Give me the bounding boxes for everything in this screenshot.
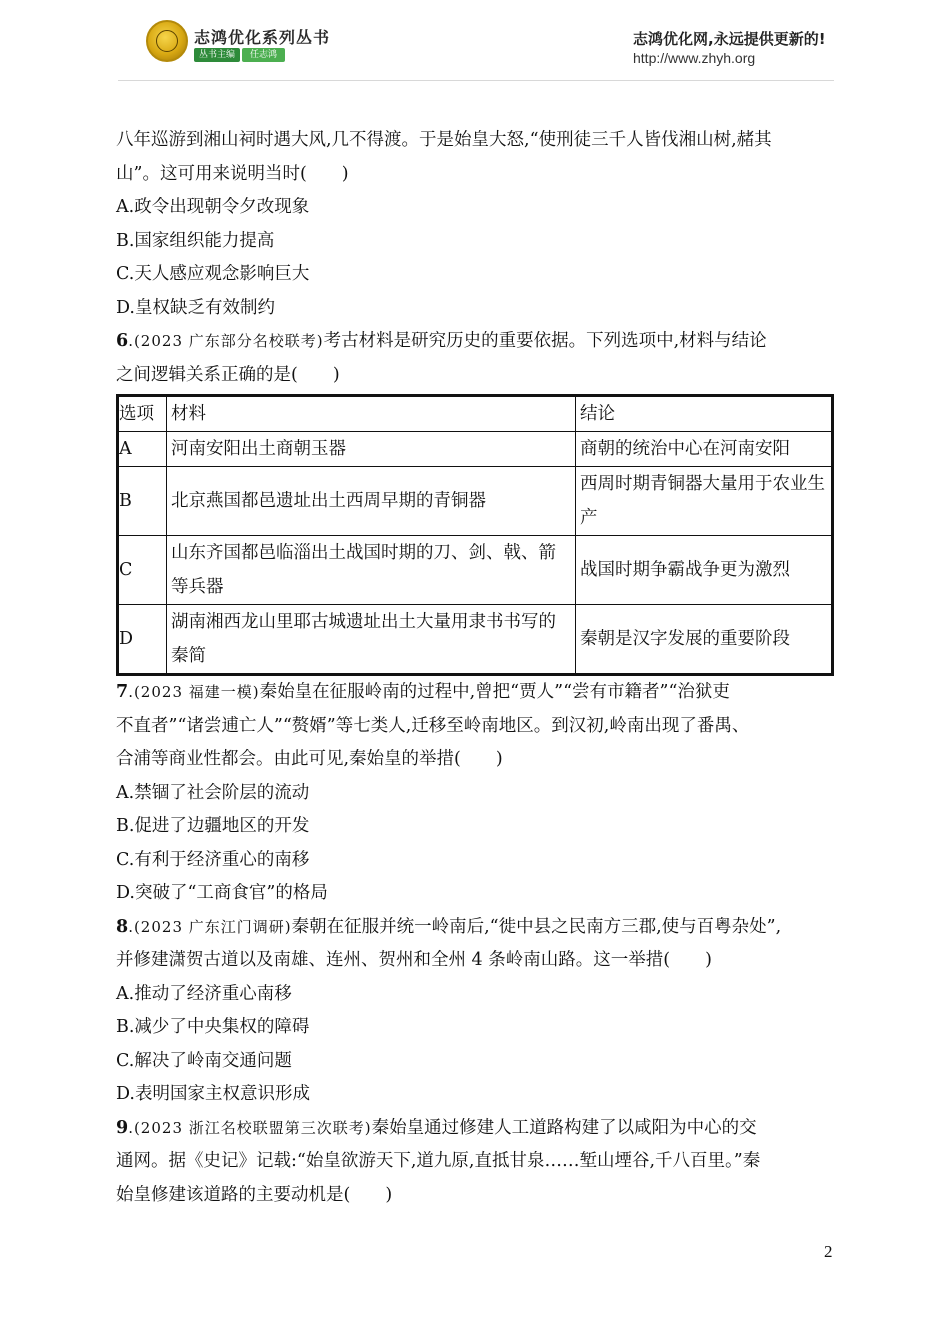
table-cell-option: D [118,605,167,675]
q9-stem-line: 始皇修建该道路的主要动机是( ) [116,1184,393,1205]
q7-number: 7 [116,682,129,702]
questions-content [116,124,838,1212]
q5-option-a: A.政令出现朝令夕改现象 [116,197,310,217]
q7-stem [116,676,838,710]
q9-source: .(2023 浙江名校联盟第三次联考) [128,1118,372,1137]
q7-option-c: C.有利于经济重心的南移 [116,849,310,870]
brand-subtitle [194,48,285,62]
table-cell-material: 山东齐国都邑临淄出土战国时期的刀、剑、戟、箭等兵器 [167,536,576,605]
q8-option-c: C.解决了岭南交通问题 [116,1050,292,1071]
table-cell-conclusion: 战国时期争霸战争更为激烈 [576,536,833,605]
q6-stem [116,325,838,359]
q9-stem-text: 秦始皇通过修建人工道路构建了以咸阳为中心的交 [371,1117,757,1138]
publisher-seal-logo [146,20,188,62]
table-cell-conclusion: 西周时期青铜器大量用于农业生产 [576,467,833,536]
q8-stem-text: 秦朝在征服并统一岭南后,“徙中县之民南方三郡,使与百粤杂处”, [291,916,782,937]
table-row [118,467,833,536]
table-cell-option: B [118,467,167,536]
q5-option-d: D.皇权缺乏有效制约 [116,297,275,318]
table-cell-option: A [118,432,167,467]
table-cell-option: C [118,536,167,605]
page-number: 2 [824,1242,833,1261]
q6-source: .(2023 广东部分名校联考) [128,332,324,350]
brand-title: 志鸿优化系列丛书 [194,28,331,47]
table-header-cell: 结论 [576,396,833,432]
q7-stem-text: 秦始皇在征服岭南的过程中,曾把“贾人”“尝有市籍者”“治狱吏 [259,682,730,702]
header-url: http://www.zhyh.org [633,50,756,66]
q7-stem-line: 不直者”“诸尝逋亡人”“赘婿”等七类人,迁移至岭南地区。到汉初,岭南出现了番禺、 [116,715,750,736]
q5-option-b: B.国家组织能力提高 [116,230,275,251]
table-header-row [118,396,833,432]
table-header-cell: 材料 [167,396,576,432]
q7-source: .(2023 福建一模) [128,683,260,701]
table-cell-material: 河南安阳出土商朝玉器 [167,432,576,467]
q6-number: 6 [116,331,129,351]
editor-label: 丛书主编 [194,48,240,62]
header-divider [118,80,834,81]
q6-options-table [116,394,834,676]
table-header-cell: 选项 [118,396,167,432]
q7-option-a: A.禁锢了社会阶层的流动 [116,782,310,803]
editor-name: 任志鸿 [242,48,285,62]
q9-stem-line: 通网。据《史记》记载:“始皇欲游天下,道九原,直抵甘泉……堑山堙谷,千八百里。”秦 [116,1151,761,1171]
q8-option-a: A.推动了经济重心南移 [116,983,292,1004]
q8-option-d: D.表明国家主权意识形成 [116,1084,310,1104]
q8-stem-line: 并修建潇贺古道以及南雄、连州、贺州和全州 4 条岭南山路。这一举措( ) [116,950,712,970]
table-row [118,432,833,467]
q6-stem-line: 之间逻辑关系正确的是( ) [116,364,340,385]
q6-stem-text: 考古材料是研究历史的重要依据。下列选项中,材料与结论 [323,331,767,351]
table-cell-material: 北京燕国都邑遗址出土西周早期的青铜器 [167,467,576,536]
table-cell-conclusion: 秦朝是汉字发展的重要阶段 [576,605,833,675]
q9-number: 9 [116,1117,129,1138]
q8-option-b: B.减少了中央集权的障碍 [116,1017,310,1037]
q5-option-c: C.天人感应观念影响巨大 [116,264,310,284]
q7-option-b: B.促进了边疆地区的开发 [116,816,310,836]
page-header [0,0,950,82]
q8-stem [116,911,838,945]
header-slogan: 志鸿优化网,永远提供更新的! [633,30,826,48]
table-cell-material: 湖南湘西龙山里耶古城遗址出土大量用隶书书写的秦简 [167,605,576,675]
q5-stem-line: 山”。这可用来说明当时( ) [116,163,349,184]
table-row [118,605,833,675]
q7-stem-line: 合浦等商业性都会。由此可见,秦始皇的举措( ) [116,749,503,769]
q8-number: 8 [116,916,129,937]
table-cell-conclusion: 商朝的统治中心在河南安阳 [576,432,833,467]
q8-source: .(2023 广东江门调研) [128,917,292,936]
q9-stem [116,1112,838,1146]
q5-stem-line: 八年巡游到湘山祠时遇大风,几不得渡。于是始皇大怒,“使刑徒三千人皆伐湘山树,赭其 [116,130,772,150]
table-row [118,536,833,605]
q7-option-d: D.突破了“工商食官”的格局 [116,883,328,903]
